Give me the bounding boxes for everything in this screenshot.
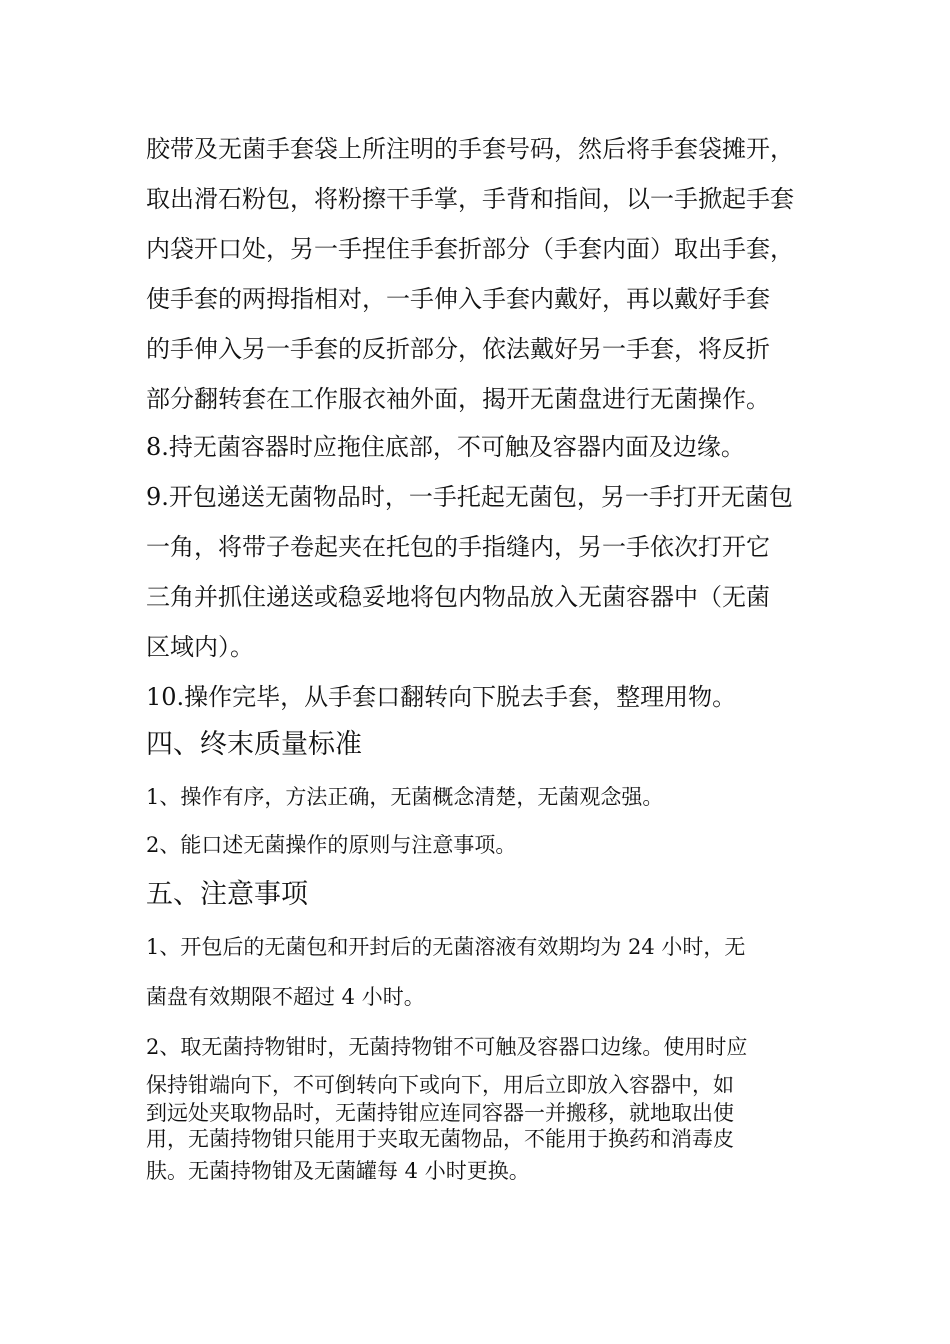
text-line-4: 使手套的两拇指相对，一手伸入手套内戴好，再以戴好手套 (146, 285, 770, 313)
note-2-line-2: 保持钳端向下，不可倒转向下或向下，用后立即放入容器中，如 (146, 1073, 734, 1097)
item-9-line-1: 9.开包递送无菌物品时，一手托起无菌包，另一手打开无菌包 (146, 483, 793, 511)
note-2-line-1: 2、取无菌持物钳时，无菌持物钳不可触及容器口边缘。使用时应 (146, 1035, 748, 1059)
note-1-line-2: 菌盘有效期限不超过 4 小时。 (146, 985, 425, 1009)
item-10: 10.操作完毕，从手套口翻转向下脱去手套，整理用物。 (146, 683, 737, 711)
text-line-6: 部分翻转套在工作服衣袖外面，揭开无菌盘进行无菌操作。 (146, 385, 770, 413)
item-8: 8.持无菌容器时应拖住底部，不可触及容器内面及边缘。 (146, 433, 745, 461)
section-heading-4: 四、终末质量标准 (146, 729, 362, 760)
section-heading-5: 五、注意事项 (146, 879, 308, 910)
item-9-line-4: 区域内）。 (146, 633, 254, 661)
note-1-line-1: 1、开包后的无菌包和开封后的无菌溶液有效期均为 24 小时，无 (146, 935, 746, 959)
note-2-line-3: 到远处夹取物品时，无菌持钳应连同容器一并搬移，就地取出使 (146, 1101, 734, 1125)
text-line-3: 内袋开口处，另一手捏住手套折部分（手套内面）取出手套， (146, 235, 794, 263)
text-line-2: 取出滑石粉包，将粉擦干手掌，手背和指间，以一手掀起手套 (146, 185, 794, 213)
text-line-1: 胶带及无菌手套袋上所注明的手套号码，然后将手套袋摊开， (146, 135, 794, 163)
item-9-line-2: 一角，将带子卷起夹在托包的手指缝内，另一手依次打开它 (146, 533, 770, 561)
standard-item-1: 1、操作有序，方法正确，无菌概念清楚，无菌观念强。 (146, 785, 664, 809)
text-line-5: 的手伸入另一手套的反折部分，依法戴好另一手套，将反折 (146, 335, 770, 363)
item-9-line-3: 三角并抓住递送或稳妥地将包内物品放入无菌容器中（无菌 (146, 583, 770, 611)
note-2-line-5: 肤。无菌持物钳及无菌罐每 4 小时更换。 (146, 1159, 530, 1183)
standard-item-2: 2、能口述无菌操作的原则与注意事项。 (146, 833, 517, 857)
note-2-line-4: 用，无菌持物钳只能用于夹取无菌物品，不能用于换药和消毒皮 (146, 1127, 734, 1151)
